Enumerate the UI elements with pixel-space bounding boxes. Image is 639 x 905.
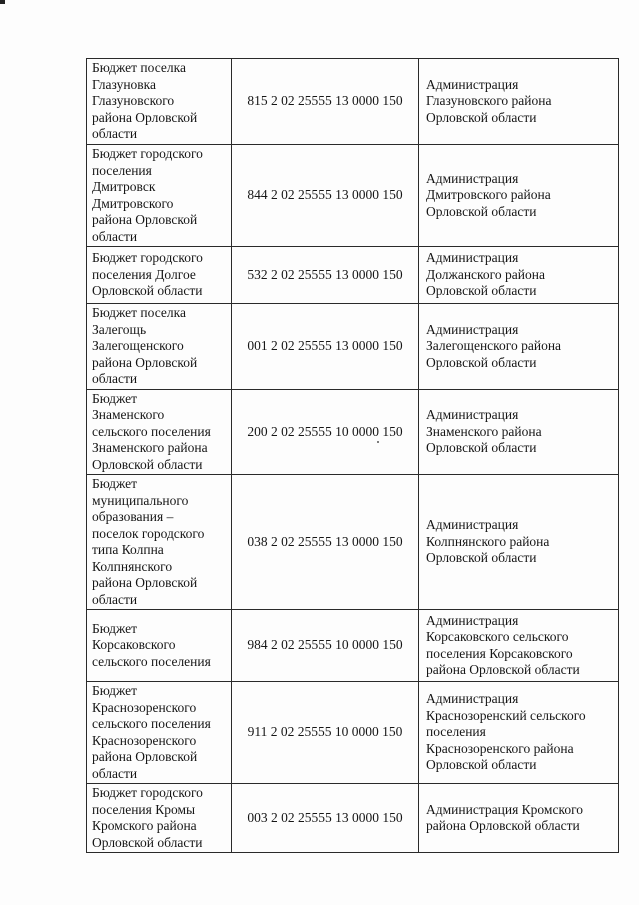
budget-code: 911 2 02 25555 10 0000 150 xyxy=(247,724,403,740)
table-row xyxy=(87,145,619,247)
administrator-cell xyxy=(419,784,619,853)
table-row xyxy=(87,682,619,784)
administrator-cell xyxy=(419,247,619,304)
code-cell xyxy=(232,682,419,784)
budget-code: 532 2 02 25555 13 0000 150 xyxy=(247,266,403,282)
recipient-cell xyxy=(87,389,232,475)
administrator-cell xyxy=(419,610,619,682)
recipient-text: Бюджет поселка Залегощь Залегощенского района Орловской области xyxy=(92,305,198,386)
code-cell xyxy=(232,304,419,390)
recipient-cell xyxy=(87,784,232,853)
code-cell xyxy=(232,389,419,475)
administrator-cell xyxy=(419,304,619,390)
code-cell xyxy=(232,145,419,247)
administrator-cell xyxy=(419,475,619,610)
recipient-text: Бюджет муниципального образования – поселок городского типа Колпна Колпнянского района Орловской области xyxy=(92,476,205,607)
recipient-text: Бюджет городского поселения Кромы Кромского района Орловской области xyxy=(92,785,203,850)
recipient-text: Бюджет городского поселения Дмитровск Дмитровского района Орловской области xyxy=(92,146,203,244)
recipient-text: Бюджет Знаменского сельского поселения Знаменского района Орловской области xyxy=(92,390,211,472)
administrator-text: Администрация Корсаковского сельского поселения Корсаковского района Орловской области xyxy=(426,612,580,677)
recipient-text: Бюджет поселка Глазуновка Глазуновского района Орловской области xyxy=(92,60,198,142)
administrator-cell xyxy=(419,145,619,247)
code-cell xyxy=(232,59,419,145)
budget-allocation-table xyxy=(86,58,619,853)
scan-corner-mark xyxy=(0,0,5,4)
administrator-text: Администрация Залегощенского района Орловской области xyxy=(426,321,562,370)
administrator-cell xyxy=(419,59,619,145)
administrator-text: Администрация Колпнянского района Орловской области xyxy=(426,517,550,566)
code-cell xyxy=(232,475,419,610)
recipient-cell xyxy=(87,145,232,247)
code-cell xyxy=(232,610,419,682)
administrator-cell xyxy=(419,389,619,475)
recipient-text: Бюджет городского поселения Долгое Орловской области xyxy=(92,250,203,299)
administrator-text: Администрация Дмитровского района Орловской области xyxy=(426,170,551,219)
administrator-text: Администрация Кромского района Орловской области xyxy=(426,801,584,833)
budget-code: 984 2 02 25555 10 0000 150 xyxy=(247,637,403,653)
table-row xyxy=(87,610,619,682)
recipient-cell xyxy=(87,59,232,145)
code-cell xyxy=(232,247,419,304)
recipient-text: Бюджет Краснозоренского сельского поселения Краснозоренского района Орловской области xyxy=(92,683,211,781)
administrator-text: Администрация Глазуновского района Орловской области xyxy=(426,76,552,125)
recipient-text: Бюджет Корсаковского сельского поселения xyxy=(92,620,211,669)
budget-code: 200 2 02 25555 10 0000 150 xyxy=(247,423,403,439)
recipient-cell xyxy=(87,610,232,682)
administrator-cell xyxy=(419,682,619,784)
table-row xyxy=(87,247,619,304)
recipient-cell xyxy=(87,682,232,784)
administrator-text: Администрация Краснозоренский сельского поселения Краснозоренского района Орловской области xyxy=(426,691,586,773)
administrator-text: Администрация Знаменского района Орловской области xyxy=(426,407,542,455)
recipient-cell xyxy=(87,304,232,390)
table-row xyxy=(87,389,619,475)
budget-code: 003 2 02 25555 13 0000 150 xyxy=(247,809,403,825)
recipient-cell xyxy=(87,475,232,610)
table-row xyxy=(87,59,619,145)
budget-code: 038 2 02 25555 13 0000 150 xyxy=(247,533,403,549)
table-row xyxy=(87,475,619,610)
recipient-cell xyxy=(87,247,232,304)
budget-code: 844 2 02 25555 13 0000 150 xyxy=(247,187,403,203)
budget-code: 815 2 02 25555 13 0000 150 xyxy=(247,93,403,109)
budget-code: 001 2 02 25555 13 0000 150 xyxy=(247,338,403,353)
code-cell xyxy=(232,784,419,853)
table-row xyxy=(87,304,619,390)
administrator-text: Администрация Должанского района Орловской области xyxy=(426,250,545,299)
table-row xyxy=(87,784,619,853)
